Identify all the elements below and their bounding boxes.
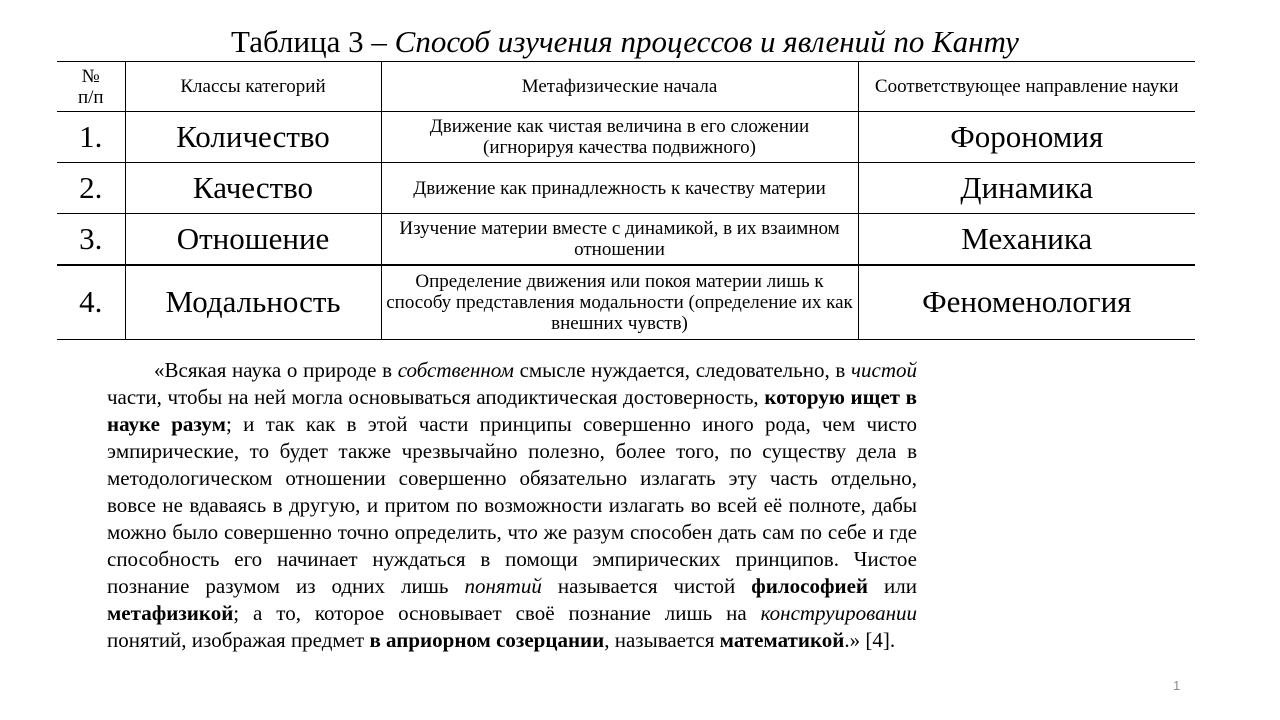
row-description: Движение как чистая величина в его сложении (игнорируя качества подвижного) [381,112,858,163]
row-description: Движение как принадлежность к качеству материи [381,163,858,214]
row-number: 4. [57,265,125,340]
header-direction: Соответствующее направление науки [858,62,1195,112]
quote-text: понятий, изображая предмет [107,628,370,652]
quote-text: , называется [604,628,720,652]
table-caption-title: Способ изучения процессов и явлений по Канту [394,24,1019,59]
table-row [57,214,1195,265]
quote-emphasis: собственном [397,358,514,382]
row-description: Определение движения или покоя материи лишь к способу представления модальности (определение их как внешних чувств) [381,265,858,340]
row-number: 3. [57,214,125,265]
table-caption [0,22,1250,62]
quote-emphasis: конструировании [760,601,917,625]
quote-text: называется чистой [541,574,752,598]
quote-text: части, чтобы на ней могла основываться аподиктическая достоверность, [107,385,765,409]
header-number-line1: № [81,65,100,87]
row-category: Количество [125,112,381,163]
quote-bold: математикой [719,628,845,652]
quote-emphasis: чистой [850,358,917,382]
quote-bold: философией [751,574,869,598]
quote-emphasis: о [527,520,538,544]
header-categories: Классы категорий [125,62,381,112]
row-number: 2. [57,163,125,214]
table-caption-prefix: Таблица 3 – [231,24,395,59]
row-direction: Феноменология [858,265,1195,340]
kant-quote [107,357,917,654]
row-description: Изучение материи вместе с динамикой, в их взаимном отношении [381,214,858,265]
table-header-row [57,62,1195,112]
table-row [57,112,1195,163]
kant-categories-table [57,61,1195,340]
quote-text: же разум способен дать сам по себе и где способность его начинает нуждаться в помощи эмпирических принципов. Чистое познание разумом из одних лишь [107,520,917,598]
quote-text: ; и так как в этой части принципы совершенно иного рода, чем чисто эмпирические, то будет также чрезвычайно полезно, более того, по существу дела в методологическом отношении совершенно обязательно излагать эту часть отдельно, вовсе не вдаваясь в другую, и притом по возможности излагать во всей её полноте, дабы можно было совершенно точно определить, чт [107,412,917,544]
row-category: Отношение [125,214,381,265]
row-direction: Форономия [858,112,1195,163]
quote-text: или [868,574,917,598]
quote-emphasis: понятий [464,574,542,598]
page-number: 1 [1173,678,1181,693]
quote-text: смысле нуждается, следовательно, в [513,358,851,382]
header-number-line2: п/п [77,86,104,108]
quote-bold: в априорном созерцании [369,628,605,652]
row-category: Модальность [125,265,381,340]
table-row [57,265,1195,340]
quote-bold: которую ищет в науке разум [107,385,917,436]
header-number [57,62,125,112]
row-direction: Механика [858,214,1195,265]
quote-bold: метафизикой [107,601,234,625]
quote-text: «Всякая наука о природе в [154,358,398,382]
table-row [57,163,1195,214]
row-category: Качество [125,163,381,214]
quote-text: ; а то, которое основывает своё познание лишь на [233,601,761,625]
row-direction: Динамика [858,163,1195,214]
row-number: 1. [57,112,125,163]
header-metaphysical: Метафизические начала [381,62,858,112]
quote-text: .» [4]. [844,628,896,652]
